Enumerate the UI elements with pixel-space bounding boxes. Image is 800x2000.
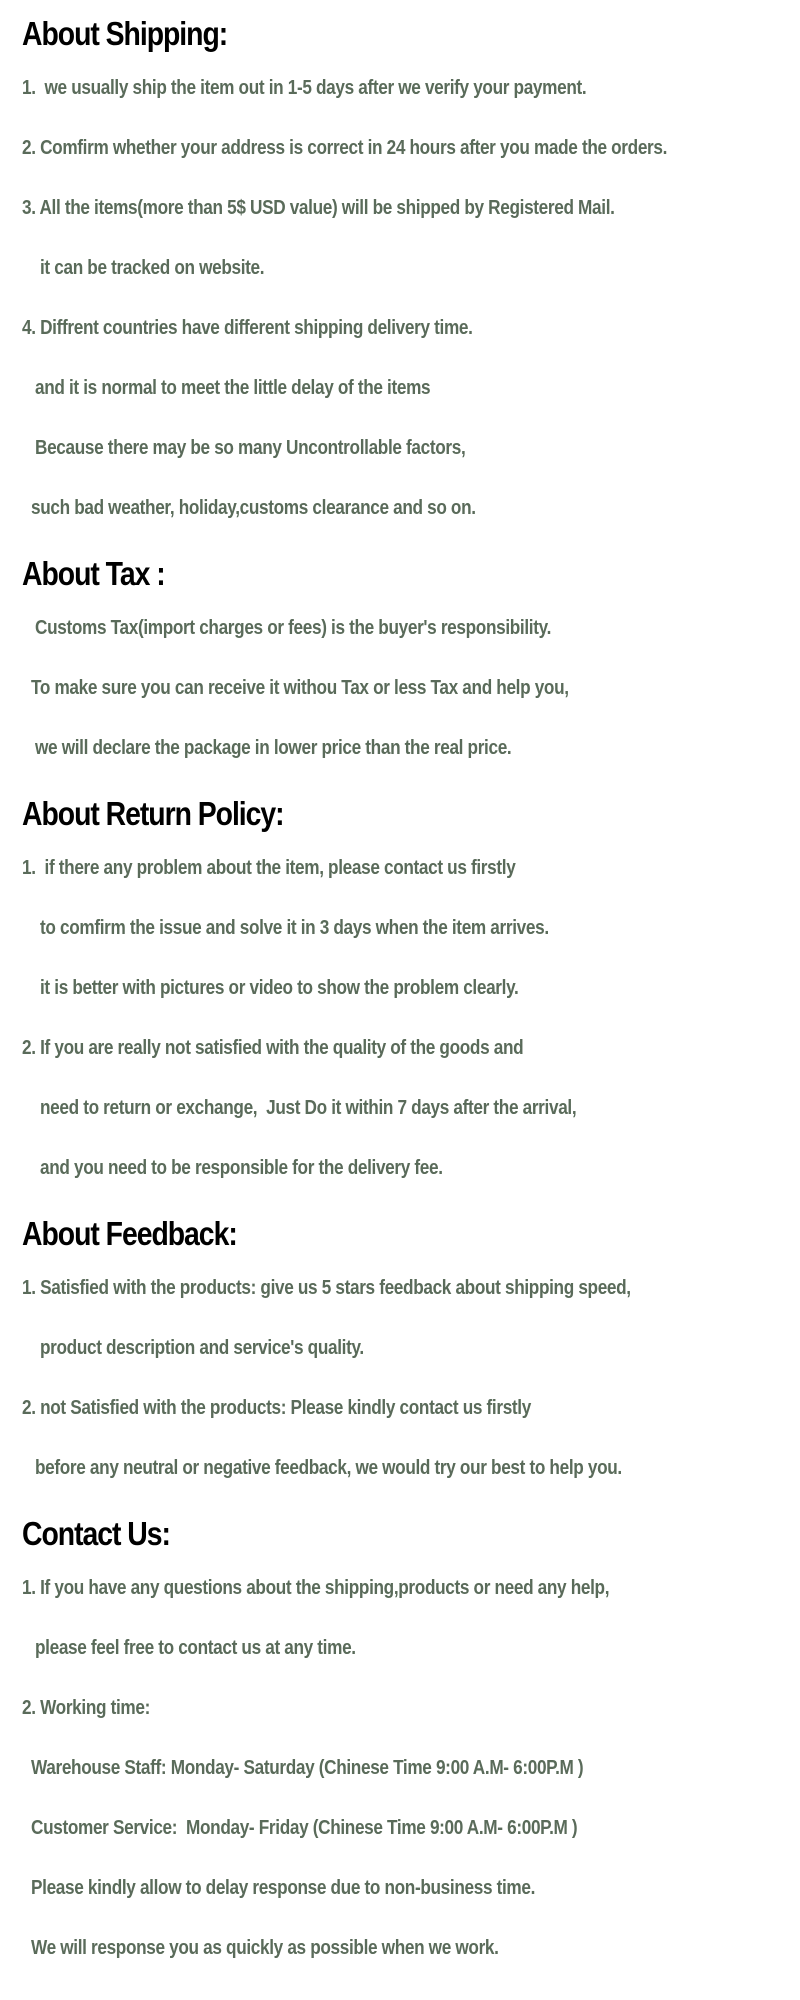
shipping-line-2: 2. Comfirm whether your address is correct in 24 hours after you made the orders. [22, 137, 668, 159]
return-line-1: 1. if there any problem about the item, please contact us firstly [22, 857, 516, 879]
tax-line-2: To make sure you can receive it withou Tax or less Tax and help you, [31, 677, 569, 699]
tax-line-1: Customs Tax(import charges or fees) is the buyer's responsibility. [35, 617, 551, 639]
contact-line-5: Customer Service: Monday- Friday (Chinese Time 9:00 A.M- 6:00P.M ) [31, 1817, 578, 1839]
contact-line-7: We will response you as quickly as possible when we work. [31, 1937, 499, 1959]
contact-line-2: please feel free to contact us at any time. [35, 1637, 356, 1659]
shipping-line-7: Because there may be so many Uncontrollable factors, [35, 437, 466, 459]
return-line-4: 2. If you are really not satisfied with the quality of the goods and [22, 1037, 524, 1059]
shipping-line-6: and it is normal to meet the little delay of the items [35, 377, 431, 399]
shipping-heading: About Shipping: [22, 15, 228, 52]
return-line-2: to comfirm the issue and solve it in 3 days when the item arrives. [40, 917, 549, 939]
shipping-line-8: such bad weather, holiday,customs clearance and so on. [31, 497, 476, 519]
return-heading: About Return Policy: [22, 795, 284, 832]
feedback-line-1: 1. Satisfied with the products: give us 5 stars feedback about shipping speed, [22, 1277, 631, 1299]
contact-line-4: Warehouse Staff: Monday- Saturday (Chinese Time 9:00 A.M- 6:00P.M ) [31, 1757, 584, 1779]
shipping-line-1: 1. we usually ship the item out in 1-5 days after we verify your payment. [22, 77, 587, 99]
feedback-line-4: before any neutral or negative feedback, we would try our best to help you. [35, 1457, 622, 1479]
feedback-line-3: 2. not Satisfied with the products: Please kindly contact us firstly [22, 1397, 531, 1419]
return-line-3: it is better with pictures or video to show the problem clearly. [40, 977, 519, 999]
contact-line-6: Please kindly allow to delay response due to non-business time. [31, 1877, 536, 1899]
tax-heading: About Tax : [22, 555, 165, 592]
shipping-line-3: 3. All the items(more than 5$ USD value) will be shipped by Registered Mail. [22, 197, 615, 219]
return-line-6: and you need to be responsible for the delivery fee. [40, 1157, 443, 1179]
contact-heading: Contact Us: [22, 1515, 170, 1552]
shipping-line-5: 4. Diffrent countries have different shipping delivery time. [22, 317, 473, 339]
feedback-heading: About Feedback: [22, 1215, 237, 1252]
tax-line-3: we will declare the package in lower price than the real price. [35, 737, 512, 759]
shipping-line-4: it can be tracked on website. [40, 257, 265, 279]
contact-line-1: 1. If you have any questions about the shipping,products or need any help, [22, 1577, 610, 1599]
return-line-5: need to return or exchange, Just Do it within 7 days after the arrival, [40, 1097, 577, 1119]
feedback-line-2: product description and service's quality. [40, 1337, 364, 1359]
contact-line-3: 2. Working time: [22, 1697, 150, 1719]
